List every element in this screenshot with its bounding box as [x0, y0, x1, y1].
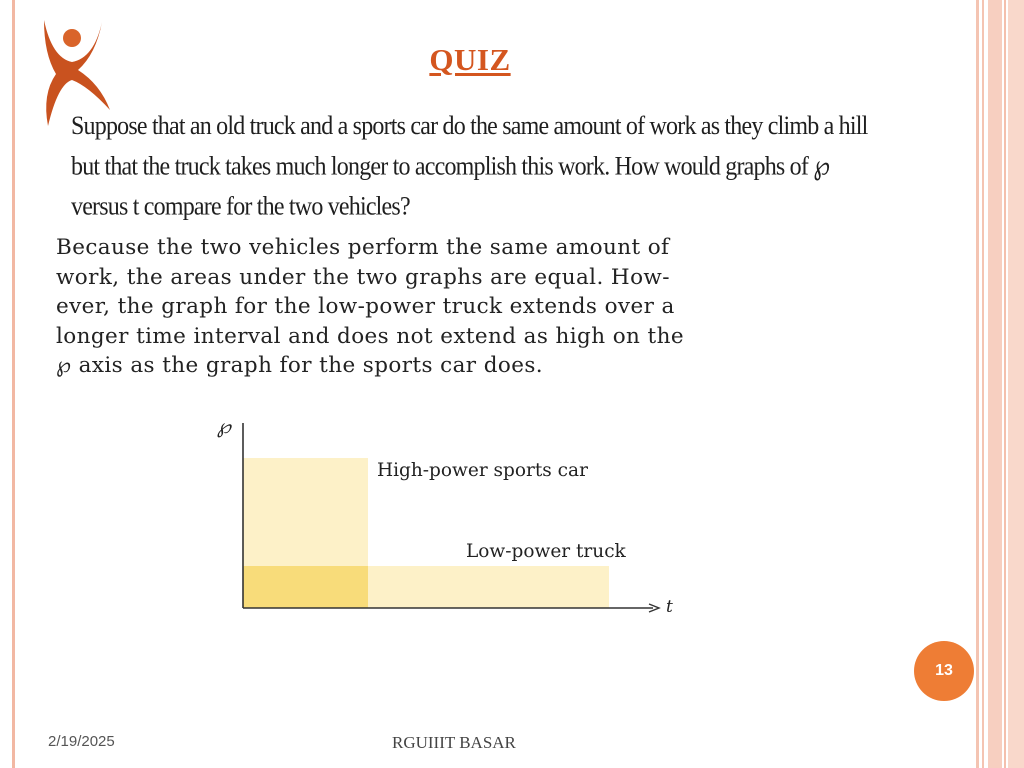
answer-line: ℘ axis as the graph for the sports car does. — [56, 353, 543, 378]
answer-line: longer time interval and does not extend as high on the — [56, 323, 684, 349]
power-vs-time-figure — [205, 405, 685, 635]
answer-line: ever, the graph for the low-power truck extends over a — [56, 294, 675, 319]
answer-line: Because the two vehicles perform the same amount of — [56, 235, 670, 260]
y-axis-label: ℘ — [217, 414, 231, 438]
slide-title: QUIZ — [429, 42, 511, 77]
right-decorative-stripes — [976, 0, 1024, 768]
x-axis-label: t — [666, 597, 673, 617]
left-frame-line — [12, 0, 15, 768]
question-text: Suppose that an old truck and a sports car do the same amount of work as they climb a hill but that the truck takes much longer to accomplish this work. How would graphs of ℘ versus t compare for the two vehicles? — [71, 111, 868, 222]
truck-label: Low-power truck — [466, 541, 626, 562]
answer-line: work, the areas under the two graphs are equal. How- — [56, 264, 670, 290]
overlap-area — [243, 566, 368, 608]
slide-date: 2/19/2025 — [48, 733, 115, 750]
answer-text — [56, 233, 846, 381]
page-number-badge: 13 — [914, 641, 974, 701]
footer-text: RGUIIIT BASAR — [392, 733, 516, 752]
sports-car-label: High-power sports car — [377, 460, 588, 481]
